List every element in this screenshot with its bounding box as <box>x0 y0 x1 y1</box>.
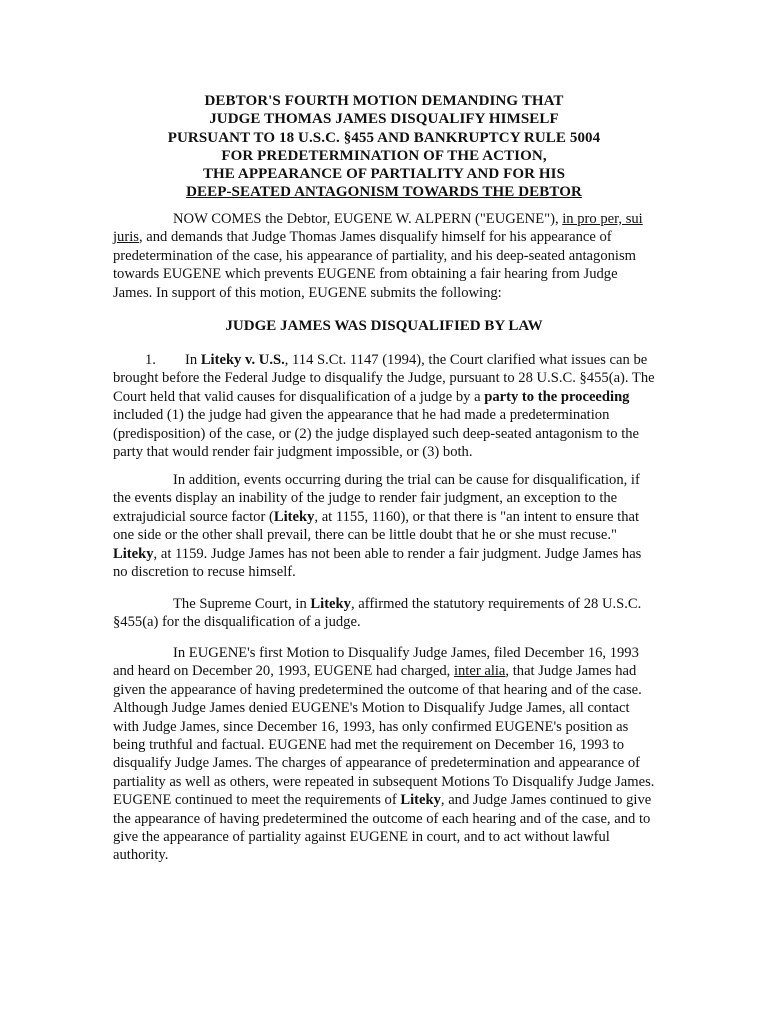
para2-text-e: , at 1159. Judge James has not been able to render a fair judgment. Judge James has no discretion to recuse himself. <box>113 545 642 581</box>
title-line-2: JUDGE THOMAS JAMES DISQUALIFY HIMSELF <box>209 111 559 128</box>
case-citation: Liteky <box>310 596 351 612</box>
para2-text-a: In addition, events occurring during the trial can be cause for disqualification, if the events display an inability of the judge to render fair judgment, an exception to the extrajudicial source factor ( <box>113 472 640 525</box>
case-citation: Liteky <box>273 508 315 525</box>
party-to-proceeding: party to the proceeding <box>484 388 630 405</box>
paragraph-number: 1. <box>145 352 156 368</box>
title-line-4: FOR PREDETERMINATION OF THE ACTION, <box>221 147 547 164</box>
section-heading: JUDGE JAMES WAS DISQUALIFIED BY LAW <box>225 318 543 334</box>
case-citation: Liteky <box>113 545 154 562</box>
para1-text-e: included (1) the judge had given the appearance that he had made a predetermination (predisposition) of the case, or (2) the judge displayed such deep-seated antagonism to the party that would render fair judgment impossible, or (3) both. <box>113 407 640 461</box>
para3-text-c: , affirmed the statutory requirements of 28 U.S.C. §455(a) for the disqualification of a judge. <box>113 596 642 631</box>
intro-paragraph <box>113 210 658 302</box>
case-citation: Liteky v. U.S. <box>200 352 285 368</box>
inter-alia: inter alia <box>453 663 506 680</box>
title-line-3: PURSUANT TO 18 U.S.C. §455 AND BANKRUPTCY RULE 5004 <box>167 129 601 146</box>
title-line-6: DEEP-SEATED ANTAGONISM TOWARDS THE DEBTOR <box>186 184 582 201</box>
para1-text-c: , 114 S.Ct. 1147 (1994), the Court clarified what issues can be brought before the Federal Judge to disqualify the Judge, pursuant to 28 U.S.C. §455(a). The Court held that valid causes for disqualification of a judge by a <box>113 352 655 405</box>
paragraph-2 <box>113 471 658 581</box>
intro-text-a: NOW COMES the Debtor, EUGENE W. ALPERN ("EUGENE"), <box>173 211 563 227</box>
paragraph-3 <box>113 595 658 632</box>
paragraph-4 <box>113 644 658 865</box>
para1-text-a: In <box>185 352 201 368</box>
case-citation: Liteky <box>400 792 441 809</box>
motion-title <box>0 92 768 202</box>
para4-text-e: , and Judge James continued to give the appearance of having predetermined the outcome of each hearing and of the case, and to give the appearance of partiality against EUGENE in court, and to act without lawful authority. <box>113 792 652 864</box>
para4-text-c: , that Judge James had given the appearance of having predetermined the outcome of that hearing and of the case. Although Judge James denied EUGENE's Motion to Disqualify Judge James, all contact with Judge James, since December 16, 1993, has only confirmed EUGENE's position as being truthful and factual. EUGENE had met the requirement on December 16, 1993 to disqualify Judge James. The charges of appearance of predetermination and appearance of partiality as well as others, were repeated in subsequent Motions To Disqualify Judge James. EUGENE continued to meet the requirements of <box>113 663 655 809</box>
para2-text-c: , at 1155, 1160), or that there is "an intent to ensure that one side or the other shall prevail, there can be little doubt that he or she must recuse." <box>113 508 640 544</box>
title-line-5: THE APPEARANCE OF PARTIALITY AND FOR HIS <box>202 166 566 183</box>
intro-in-pro-per: in pro per, sui juris <box>113 211 643 246</box>
para4-text-a: In EUGENE's first Motion to Disqualify Judge James, filed December 16, 1993 and heard on December 20, 1993, EUGENE had charged, <box>113 645 639 680</box>
para3-text-a: The Supreme Court, in <box>173 596 311 612</box>
paragraph-1 <box>113 351 658 461</box>
intro-text-c: , and demands that Judge Thomas James disqualify himself for his appearance of predetermination of the case, his appearance of partiality, and his deep-seated antagonism towards EUGENE which prevents EUGENE from obtaining a fair hearing from Judge James. In support of this motion, EUGENE submits the following: <box>113 229 637 301</box>
title-line-1: DEBTOR'S FOURTH MOTION DEMANDING THAT <box>204 93 564 109</box>
